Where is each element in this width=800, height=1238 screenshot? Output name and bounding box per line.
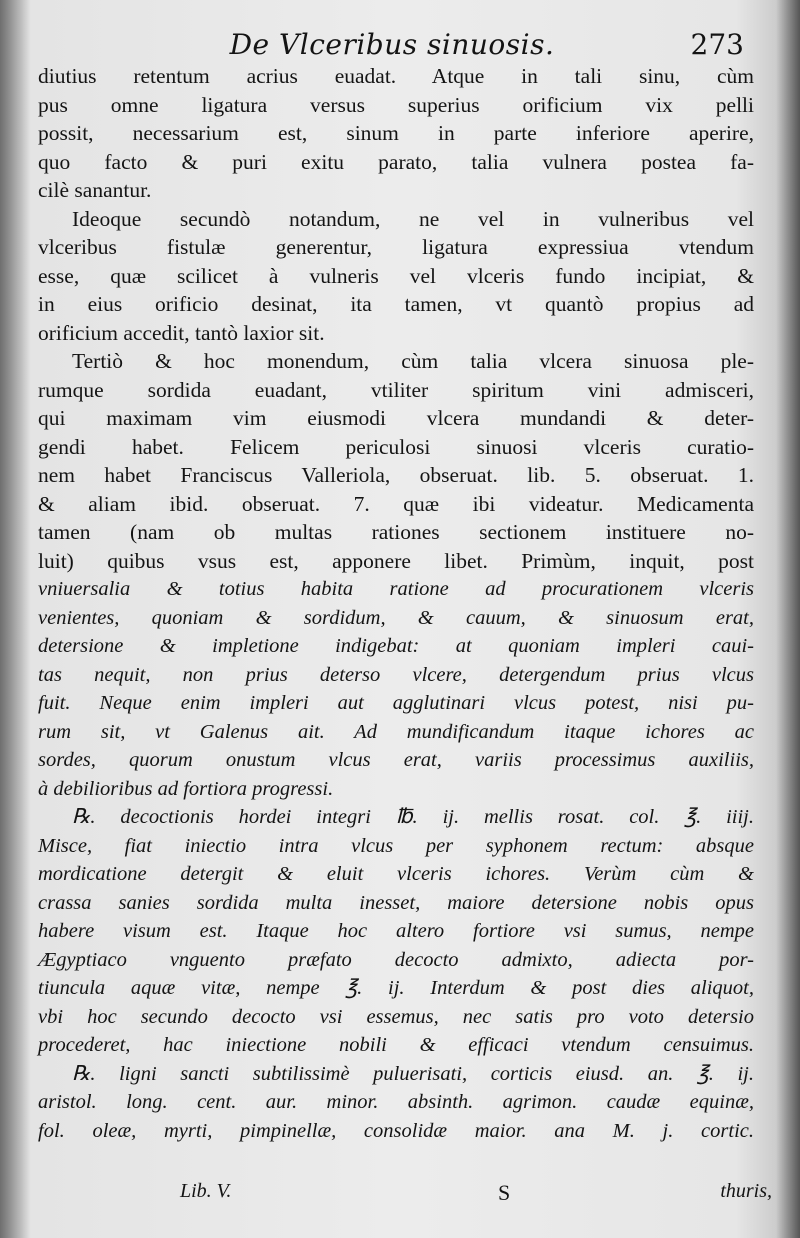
signature-mark: S — [498, 1180, 511, 1205]
text-line: cilè sanantur. — [38, 178, 152, 202]
text-line: tas nequit, non prius deterso vlcere, detergendum prius vlcus — [38, 663, 754, 686]
text-line: qui maximam vim eiusmodi vlcera mundandi & deter- — [38, 406, 754, 430]
text-line: in eius orificio desinat, ita tamen, vt quantò propius ad — [38, 292, 754, 316]
text-line: vbi hoc secundo decocto vsi essemus, nec satis pro voto detersio — [38, 1005, 754, 1028]
page-number: 273 — [690, 28, 744, 61]
body-text — [38, 62, 754, 1145]
text-line: aristol. long. cent. aur. minor. absinth. agrimon. caudæ equinæ, — [38, 1091, 754, 1113]
text-line: fuit. Neque enim impleri aut agglutinari vlcus potest, nisi pu- — [38, 692, 754, 714]
running-title: De Vlceribus sinuosis. — [229, 28, 555, 61]
page-footer — [180, 1180, 772, 1210]
text-line: ℞. decoctionis hordei integri ℔. ij. mellis rosat. col. ℥. iiij. — [72, 806, 754, 828]
text-line: rumque sordida euadant, vtiliter spiritum vini admisceri, — [38, 377, 754, 402]
text-line: mordicatione detergit & eluit vlceris ichores. Verùm cùm & — [38, 863, 754, 885]
text-line: tamen (nam ob multas rationes sectionem instituere no- — [38, 520, 754, 544]
catchword: thuris, — [720, 1180, 772, 1202]
text-line: Ægyptiaco vnguento præfato decocto admixto, adiecta por- — [38, 948, 754, 971]
text-line: possit, necessarium est, sinum in parte inferiore aperire, — [38, 121, 754, 145]
text-line: quo facto & puri exitu parato, talia vulnera postea fa- — [38, 149, 754, 174]
text-line: nem habet Franciscus Valleriola, obseruat. lib. 5. obseruat. 1. — [38, 463, 754, 487]
text-line: sordes, quorum onustum vlcus erat, variis processimus auxiliis, — [38, 749, 754, 771]
text-line: ℞. ligni sancti subtilissimè puluerisati, corticis eiusd. an. ℥. ij. — [72, 1062, 754, 1085]
text-line: Tertiò & hoc monendum, cùm talia vlcera sinuosa ple- — [72, 349, 754, 373]
text-line: fol. oleæ, myrti, pimpinellæ, consolidæ maior. ana M. j. cortic. — [38, 1119, 754, 1142]
text-line: orificium accedit, tantò laxior sit. — [38, 320, 325, 345]
text-line: crassa sanies sordida multa inesset, maiore detersione nobis opus — [38, 891, 754, 914]
text-line: habere visum est. Itaque hoc altero fortiore vsi sumus, nempe — [38, 920, 754, 942]
text-line: vniuersalia & totius habita ratione ad procurationem vlceris — [38, 578, 754, 600]
footer-signature: Lib. V. — [180, 1180, 232, 1202]
text-line: Misce, fiat iniectio intra vlcus per syphonem rectum: absque — [38, 834, 754, 857]
text-line: à debilioribus ad fortiora progressi. — [38, 777, 334, 800]
text-line: procederet, hac iniectione nobili & efficaci vtendum censuimus. — [38, 1034, 754, 1056]
text-line: vlceribus fistulæ generentur, ligatura expressiua vtendum — [38, 235, 754, 259]
text-line: & aliam ibid. obseruat. 7. quæ ibi videatur. Medicamenta — [38, 491, 754, 516]
text-line: rum sit, vt Galenus ait. Ad mundificandum itaque ichores ac — [38, 720, 754, 743]
text-line: Ideoque secundò notandum, ne vel in vulneribus vel — [72, 206, 754, 231]
text-line: luit) quibus vsus est, apponere libet. Primùm, inquit, post — [38, 548, 754, 573]
text-line: venientes, quoniam & sordidum, & cauum, & sinuosum erat, — [38, 606, 754, 629]
text-line: esse, quæ scilicet à vulneris vel vlceris fundo incipiat, & — [38, 263, 754, 288]
text-line: diutius retentum acrius euadat. Atque in tali sinu, cùm — [38, 64, 754, 88]
text-line: detersione & impletione indigebat: at quoniam impleri caui- — [38, 635, 754, 657]
text-line: gendi habet. Felicem periculosi sinuosi vlceris curatio- — [38, 434, 754, 459]
text-line: pus omne ligatura versus superius orificium vix pelli — [38, 92, 754, 117]
text-line: tiuncula aquæ vitæ, nempe ℥. ij. Interdum & post dies aliquot, — [38, 977, 754, 999]
